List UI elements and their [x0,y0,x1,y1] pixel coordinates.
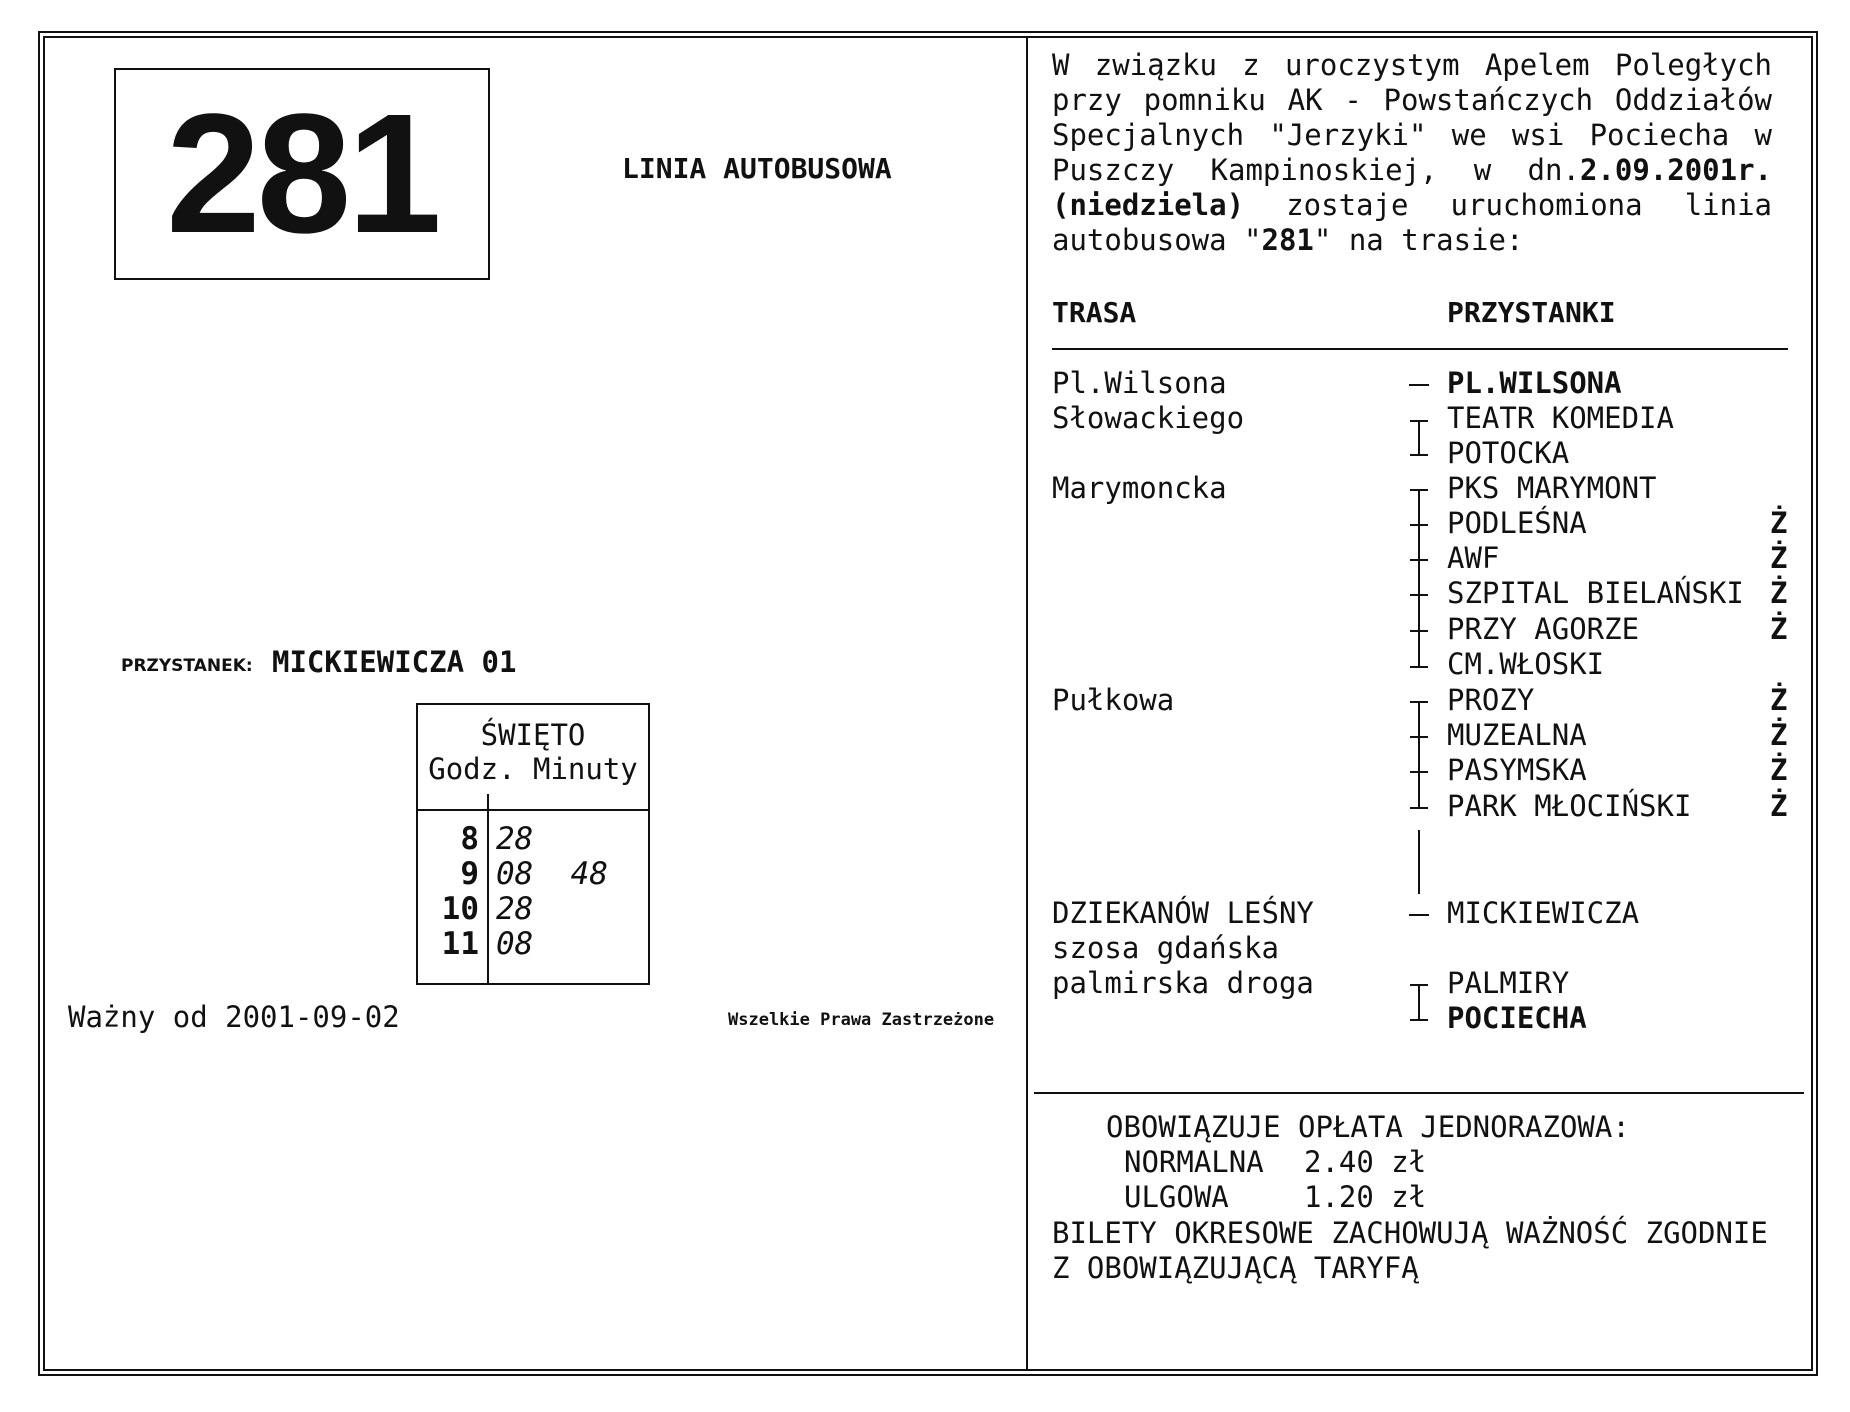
route-line-tick [1410,630,1428,632]
route-street: DZIEKANÓW LEŚNY [1052,896,1314,930]
route-line-tick [1410,420,1428,422]
timetable-hour: 10 [441,891,479,927]
stop-item: PARK MŁOCIŃSKI [1447,789,1692,823]
route-line-tick [1410,594,1428,596]
timetable-hour: 8 [460,821,479,857]
stop-item: PALMIRY [1447,966,1570,1000]
route-street: Słowackiego [1052,401,1245,435]
route-line-tick [1410,559,1428,561]
panel-divider [1026,36,1028,1371]
intro-date: 2.09.2001r. [1579,153,1772,187]
request-stop-marker: Ż [1770,789,1788,823]
stop-name: MICKIEWICZA 01 [272,645,517,679]
route-line-segment [1418,489,1420,666]
timetable-column-divider [487,794,489,985]
header-rule [1052,348,1788,350]
stop-item: SZPITAL BIELAŃSKI [1447,576,1744,610]
route-line-tick [1410,701,1428,703]
route-line-segment [1418,984,1420,1019]
stop-item: POCIECHA [1447,1001,1587,1035]
route-line-tick [1410,1019,1428,1021]
line-title: LINIA AUTOBUSOWA [622,152,892,185]
fare-note: Z OBOWIĄZUJĄCĄ TARYFĄ [1052,1251,1419,1285]
fare-heading: OBOWIĄZUJE OPŁATA JEDNORAZOWA: [1106,1110,1630,1144]
intro-text: zostaje uruchomiona linia autobusowa " [1052,188,1772,257]
intro-text: W związku z uroczystym Apelem Poległych przy pomniku AK - Powstańczych Oddziałów Specjalnych "Jerzyki" we wsi Pociecha w Puszczy Kampinoskiej, w dn. [1052,48,1772,187]
stop-label: PRZYSTANEK: [121,656,253,676]
fare-normal-label: NORMALNA [1124,1145,1264,1179]
fare-normal-price: 2.40 zł [1304,1145,1427,1179]
request-stop-marker: Ż [1770,541,1788,575]
intro-paragraph [1052,48,1772,258]
intro-text: " na trasie: [1313,223,1524,257]
stop-item: PRZY AGORZE [1447,612,1640,646]
route-line-segment [1418,701,1420,807]
route-line-tick [1410,771,1428,773]
request-stop-marker: Ż [1770,683,1788,717]
route-street: Marymoncka [1052,471,1227,505]
route-column-header: TRASA [1052,296,1137,329]
stop-item: PL.WILSONA [1447,366,1622,400]
request-stop-marker: Ż [1770,718,1788,752]
timetable-minutes: 28 [496,891,534,927]
timetable-day-type: ŚWIĘTO [480,718,586,752]
route-line-connector [1418,830,1420,894]
route-street: Pl.Wilsona [1052,366,1227,400]
route-line-tick [1410,984,1428,986]
stops-column-header: PRZYSTANKI [1447,296,1616,329]
route-street: szosa gdańska [1052,931,1279,965]
request-stop-marker: Ż [1770,753,1788,787]
timetable-hour: 9 [460,856,479,892]
route-line-tick [1410,807,1428,809]
stop-item: MUZEALNA [1447,718,1587,752]
timetable-minutes: 28 [496,821,534,857]
route-street: Pułkowa [1052,683,1175,717]
timetable-minutes: 08 [496,926,534,962]
request-stop-marker: Ż [1770,506,1788,540]
fare-note: BILETY OKRESOWE ZACHOWUJĄ WAŻNOŚĆ ZGODNIE [1052,1216,1768,1250]
timetable-minutes: 08 48 [496,856,608,892]
stop-item: POTOCKA [1447,436,1570,470]
copyright-notice: Wszelkie Prawa Zastrzeżone [728,1010,995,1030]
intro-weekday: (niedziela) [1052,188,1245,222]
route-line-tick [1410,666,1428,668]
stop-item: CM.WŁOSKI [1447,647,1605,681]
timetable-column-headers: Godz. Minuty [428,752,638,786]
fare-rule [1034,1092,1804,1094]
fare-reduced-label: ULGOWA [1124,1180,1229,1214]
stop-item: PKS MARYMONT [1447,471,1657,505]
route-line-tick [1410,736,1428,738]
timetable-header-separator [416,809,650,811]
stop-item: MICKIEWICZA [1447,896,1640,930]
stop-item: PASYMSKA [1447,753,1587,787]
route-line-dash [1409,384,1429,386]
route-street: palmirska droga [1052,966,1314,1000]
fare-reduced-price: 1.20 zł [1304,1180,1427,1214]
timetable-hour: 11 [441,926,479,962]
stop-item: PROZY [1447,683,1535,717]
request-stop-marker: Ż [1770,612,1788,646]
route-line-dash [1409,914,1429,916]
route-line-tick [1410,489,1428,491]
route-line-tick [1410,454,1428,456]
valid-from: Ważny od 2001-09-02 [68,1000,400,1034]
route-line-segment [1418,420,1420,454]
stop-item: PODLEŚNA [1447,506,1587,540]
route-line-tick [1410,524,1428,526]
stop-item: TEATR KOMEDIA [1447,401,1674,435]
intro-route-number: 281 [1261,223,1314,257]
stop-item: AWF [1447,541,1500,575]
route-number: 281 [166,79,438,269]
request-stop-marker: Ż [1770,576,1788,610]
